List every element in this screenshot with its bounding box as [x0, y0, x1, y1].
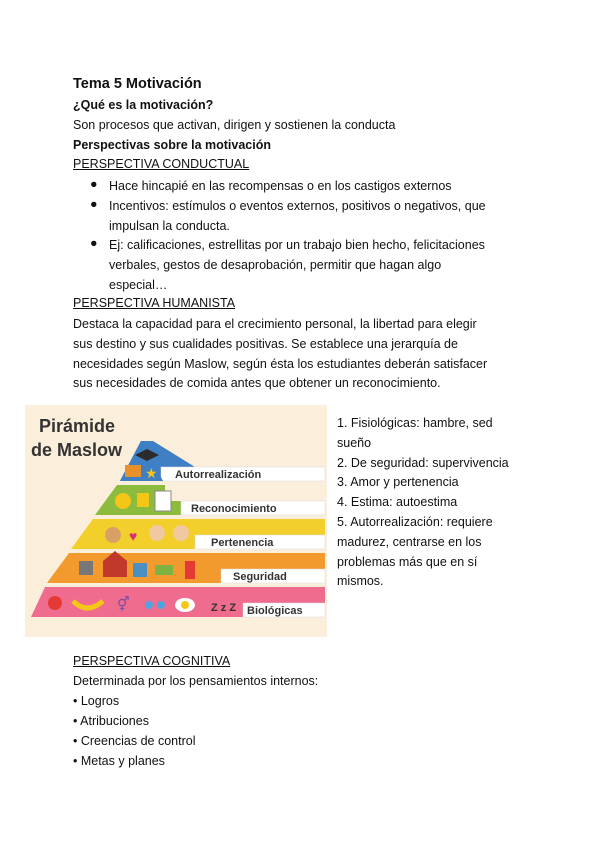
trophy-icon	[137, 493, 149, 507]
checklist-icon	[155, 491, 171, 511]
safe-icon	[133, 563, 147, 577]
maslow-pyramid-image	[25, 405, 327, 637]
list-item: • Atribuciones	[73, 714, 149, 728]
list-item: madurez, centrarse en los	[337, 534, 482, 549]
question-heading: ¿Qué es la motivación?	[73, 98, 214, 112]
level-label-5: Biológicas	[247, 605, 303, 617]
list-item: • Metas y planes	[73, 754, 165, 768]
definition-text: Son procesos que activan, dirigen y sostienen la conducta	[73, 118, 396, 132]
briefcase-icon	[125, 465, 141, 477]
list-item: ● Incentivos: estímulos o eventos externos, positivos o negativos, que impulsan la conducta.	[90, 196, 486, 233]
cognitiva-intro: Determinada por los pensamientos internos:	[73, 674, 319, 688]
gender-icon: ⚥	[117, 596, 130, 612]
pyramid-title-1: Pirámide	[39, 416, 116, 436]
list-item: 4. Estima: autoestima	[337, 495, 458, 510]
apple-icon	[48, 596, 62, 610]
sleep-zzz-icon: Z z Z	[211, 602, 237, 614]
list-item: 2. De seguridad: supervivencia	[337, 455, 509, 470]
level-label-3: Pertenencia	[211, 537, 274, 549]
extinguisher-icon	[185, 561, 195, 579]
list-item: 3. Amor y pertenencia	[337, 475, 459, 490]
star-icon: ★	[145, 465, 158, 481]
water-drop-icon	[145, 601, 153, 609]
conductual-heading: PERSPECTIVA CONDUCTUAL	[73, 157, 250, 171]
list-item: ● Ej: calificaciones, estrellitas por un trabajo bien hecho, felicitaciones verbales, gestos de desaprobación, permitir que hagan algo especial…	[90, 236, 485, 292]
list-item: • Logros	[73, 694, 120, 708]
list-item: • Creencias de control	[73, 734, 196, 748]
cognitiva-heading: PERSPECTIVA COGNITIVA	[73, 654, 231, 668]
humanista-heading: PERSPECTIVA HUMANISTA	[73, 296, 236, 310]
page-title: Tema 5 Motivación	[73, 76, 202, 92]
perspectives-heading: Perspectivas sobre la motivación	[73, 138, 272, 152]
level-label-2: Reconocimiento	[191, 503, 277, 515]
water-drop-icon	[157, 601, 165, 609]
money-icon	[155, 565, 173, 575]
bullet-icon: ●	[90, 236, 98, 251]
bullet-icon: ●	[90, 177, 98, 191]
list-item: mismos.	[337, 574, 384, 589]
list-item: 1. Fisiológicas: hambre, sed	[337, 416, 493, 430]
level-label-1: Autorrealización	[175, 469, 262, 481]
heart-icon: ♥	[129, 528, 138, 544]
lock-icon	[79, 561, 93, 575]
maslow-needs-list	[337, 414, 509, 592]
person-icon	[173, 525, 189, 541]
list-item: 5. Autorrealización: requiere	[337, 514, 493, 529]
level-label-4: Seguridad	[233, 571, 287, 583]
conductual-bullets	[90, 177, 486, 296]
bullet-icon: ●	[90, 196, 98, 211]
list-item: ● Hace hincapié en las recompensas o en los castigos externos	[90, 177, 452, 193]
list-item: problemas más que en sí	[337, 554, 478, 569]
humanista-paragraph: Destaca la capacidad para el crecimiento personal, la libertad para elegir sus destino y sus cualidades positivas. Se establece una jerarquía de necesidades según Maslow, según ésta los estudiantes deberán satisfacer sus necesidades de comida antes que obtener un reconocimiento.	[73, 317, 488, 391]
pyramid-title-2: de Maslow	[31, 440, 123, 460]
family-icon	[149, 525, 165, 541]
pyramid-graphic	[25, 405, 327, 637]
list-item: sueño	[337, 435, 372, 450]
dog-icon	[105, 527, 121, 543]
medal-icon	[115, 493, 131, 509]
